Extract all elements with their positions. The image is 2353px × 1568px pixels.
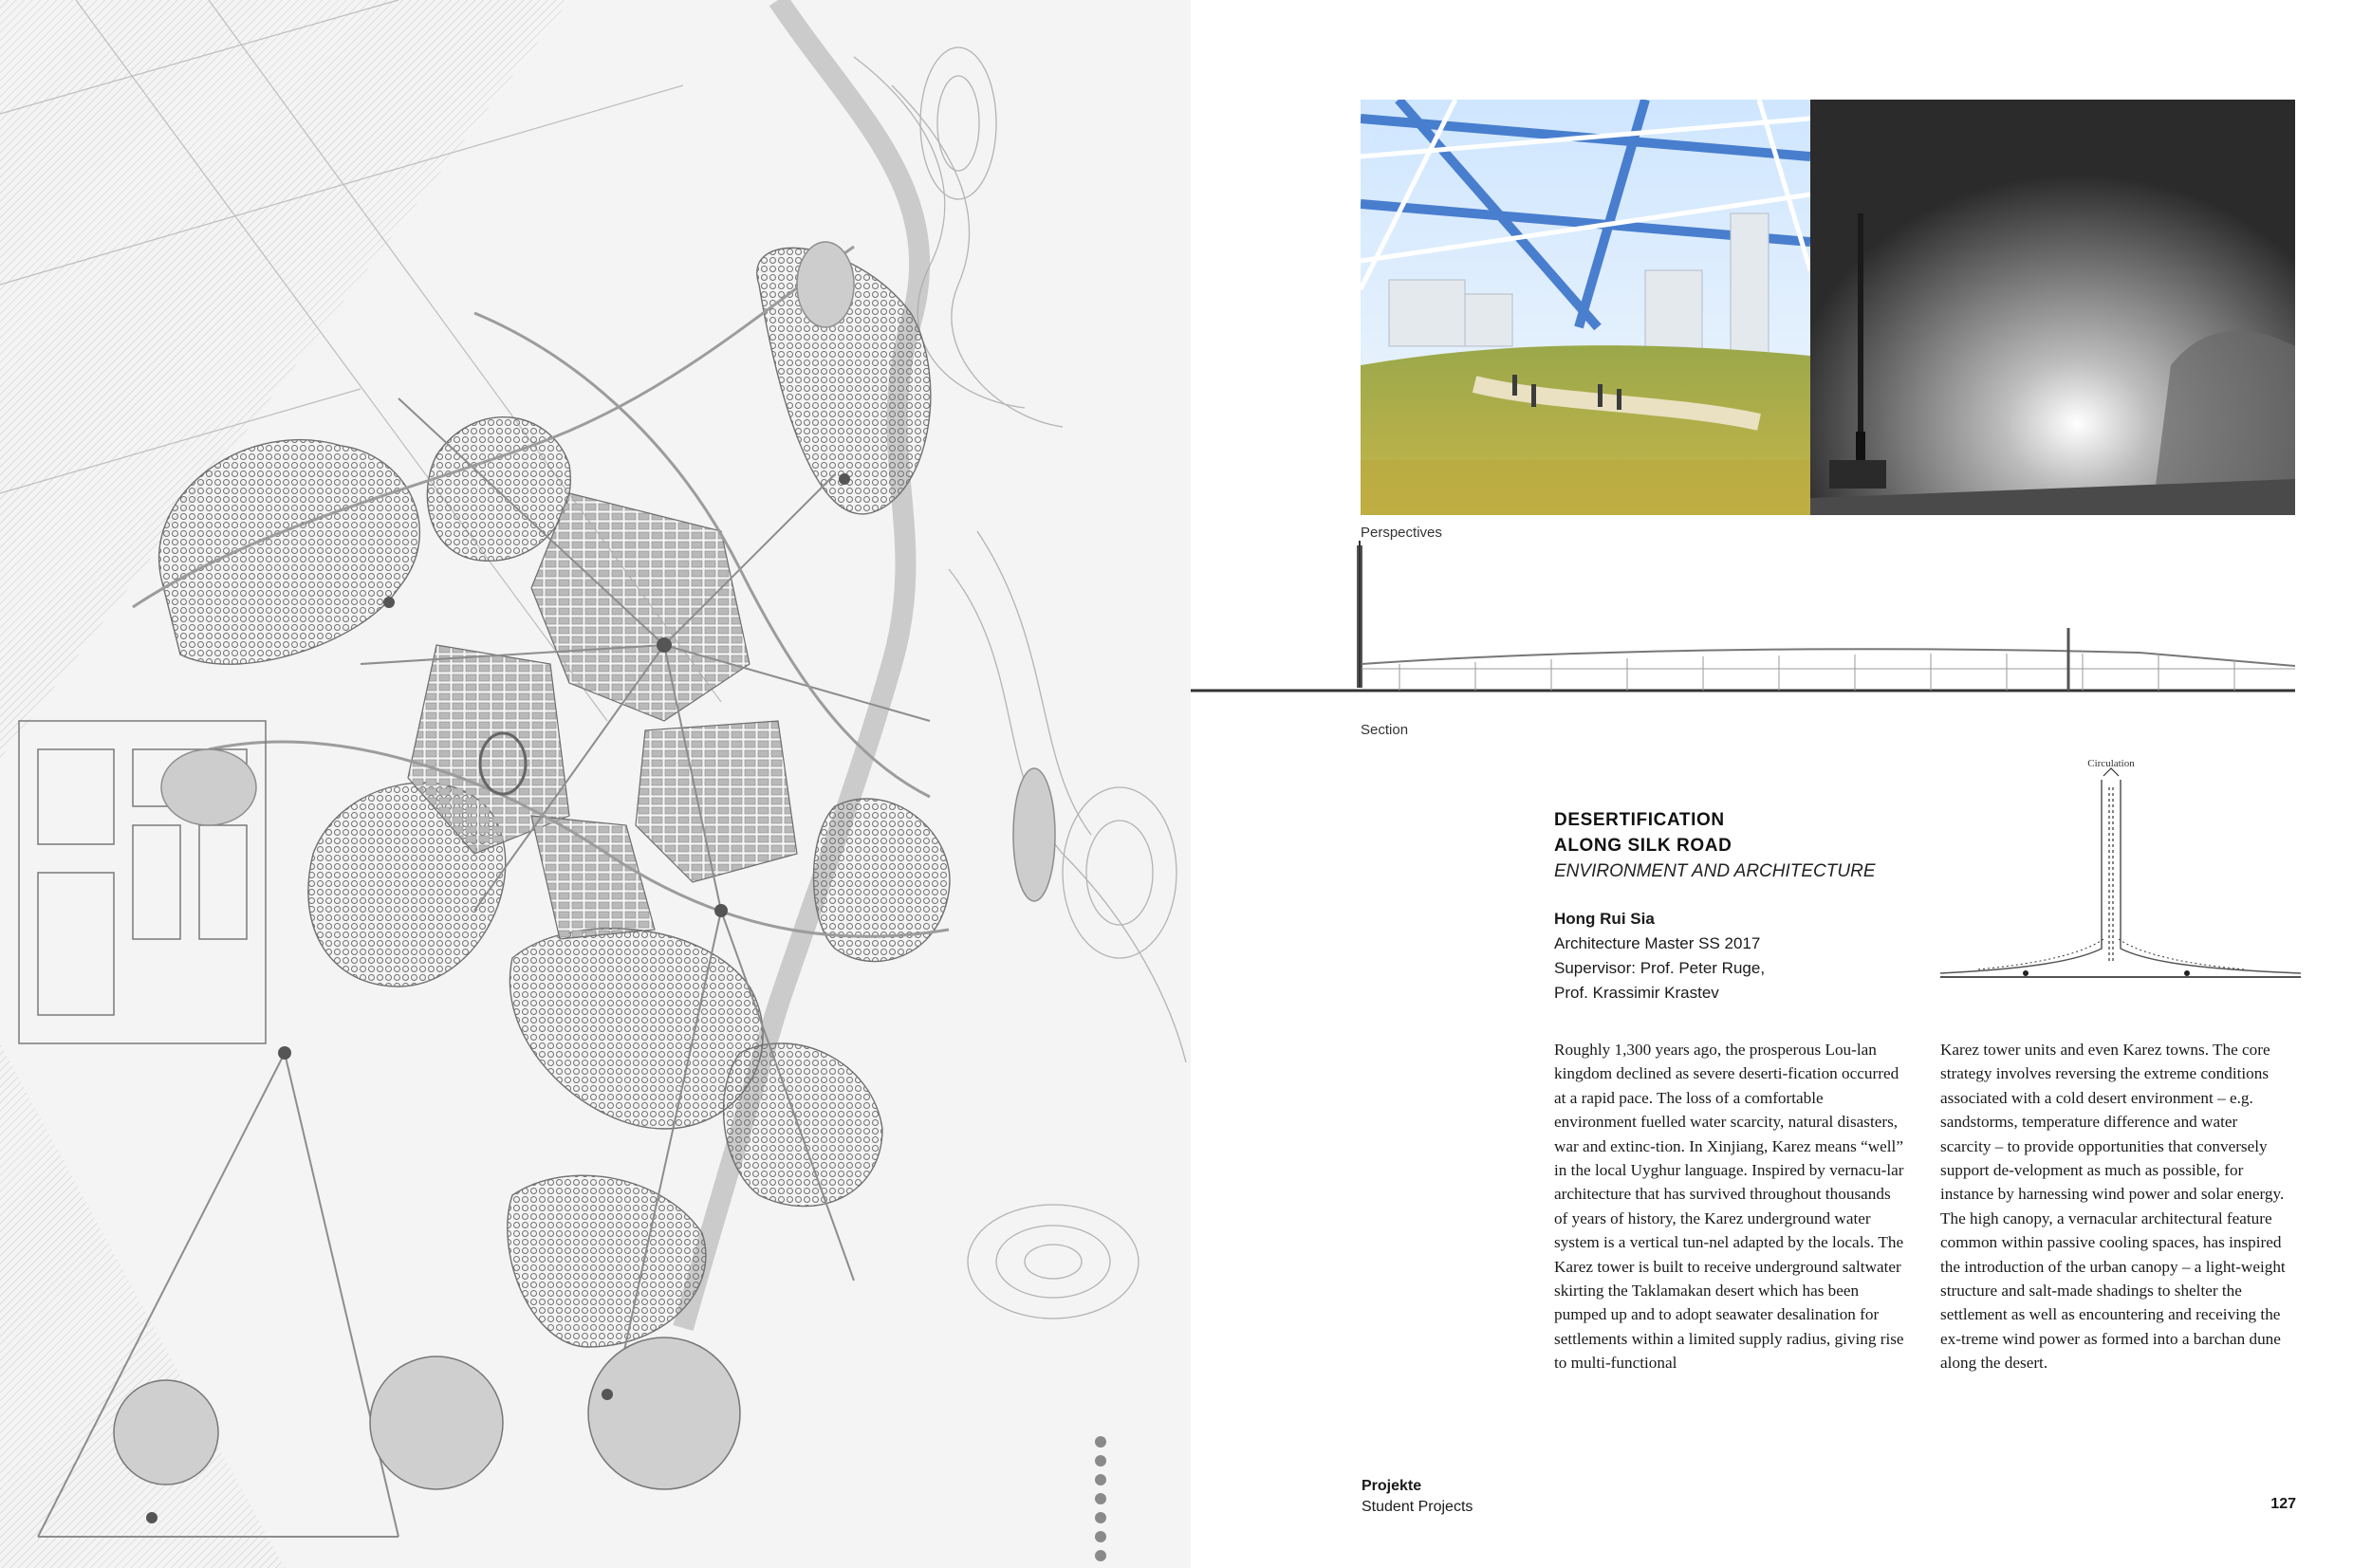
body-text-column-2: Karez tower units and even Karez towns. The core strategy involves reversing the extreme conditions associated with a cold desert environment – e.g. sandstorms, temperature difference and water scarcity – to provide opportunities that conversely support de-velopment as much as possible, for instance by harnessing wind power and solar energy. The high canopy, a vernacular architectural feature common within passive cooling spaces, has inspired the introduction of the urban canopy – a light-weight structure and salt-made shadings to shelter the settlement as well as encountering and receiving the ex-treme wind power as formed into a barchan dune along the desert.: [1940, 1041, 2286, 1373]
project-credits: [1554, 907, 1953, 1005]
program-line: Architecture Master SS 2017: [1554, 934, 1761, 952]
project-title-line-2: ALONG SILK ROAD: [1554, 836, 1732, 856]
footer-section: [1362, 1476, 1473, 1518]
perspective-image-canopy: [1361, 100, 1810, 515]
body-text-column-1: Roughly 1,300 years ago, the prosperous Lou-lan kingdom declined as severe deserti-fication occurred at a rapid pace. The loss of a comfortable environment fuelled water scarcity, natural disasters, war and extinc-tion. In Xinjiang, Karez means “well” in the local Uyghur language. Inspired by vernacu-lar architecture that has survived throughout thousands of years of history, the Karez underground water system is a vertical tun-nel adapted by the locals. The Karez tower is built to receive underground saltwater skirting the Taklamakan desert which has been pumped up and to adopt seawater desalination for settlements within a limited supply radius, giving rise to multi-functional: [1554, 1041, 1904, 1373]
project-title-line-1: DESERTIFICATION: [1554, 810, 1725, 830]
footer-subsection-title: Student Projects: [1362, 1499, 1473, 1515]
perspective-image-desert-storm: [1810, 100, 2295, 515]
circulation-diagram: [1940, 759, 2301, 1001]
section-caption: Section: [1361, 722, 1409, 738]
footer-section-title: Projekte: [1362, 1478, 1422, 1494]
project-subtitle: ENVIRONMENT AND ARCHITECTURE: [1554, 861, 1876, 881]
supervisor-line: Supervisor: Prof. Peter Ruge,: [1554, 959, 1766, 977]
circulation-label: Circulation: [2087, 759, 2135, 769]
author-name: Hong Rui Sia: [1554, 910, 1655, 928]
project-title-block: [1554, 807, 1934, 884]
co-supervisor-line: Prof. Krassimir Krastev: [1554, 984, 1719, 1002]
page-number: 127: [2270, 1496, 2296, 1512]
section-drawing: [1191, 541, 2295, 716]
perspectives-caption: Perspectives: [1361, 525, 1442, 541]
